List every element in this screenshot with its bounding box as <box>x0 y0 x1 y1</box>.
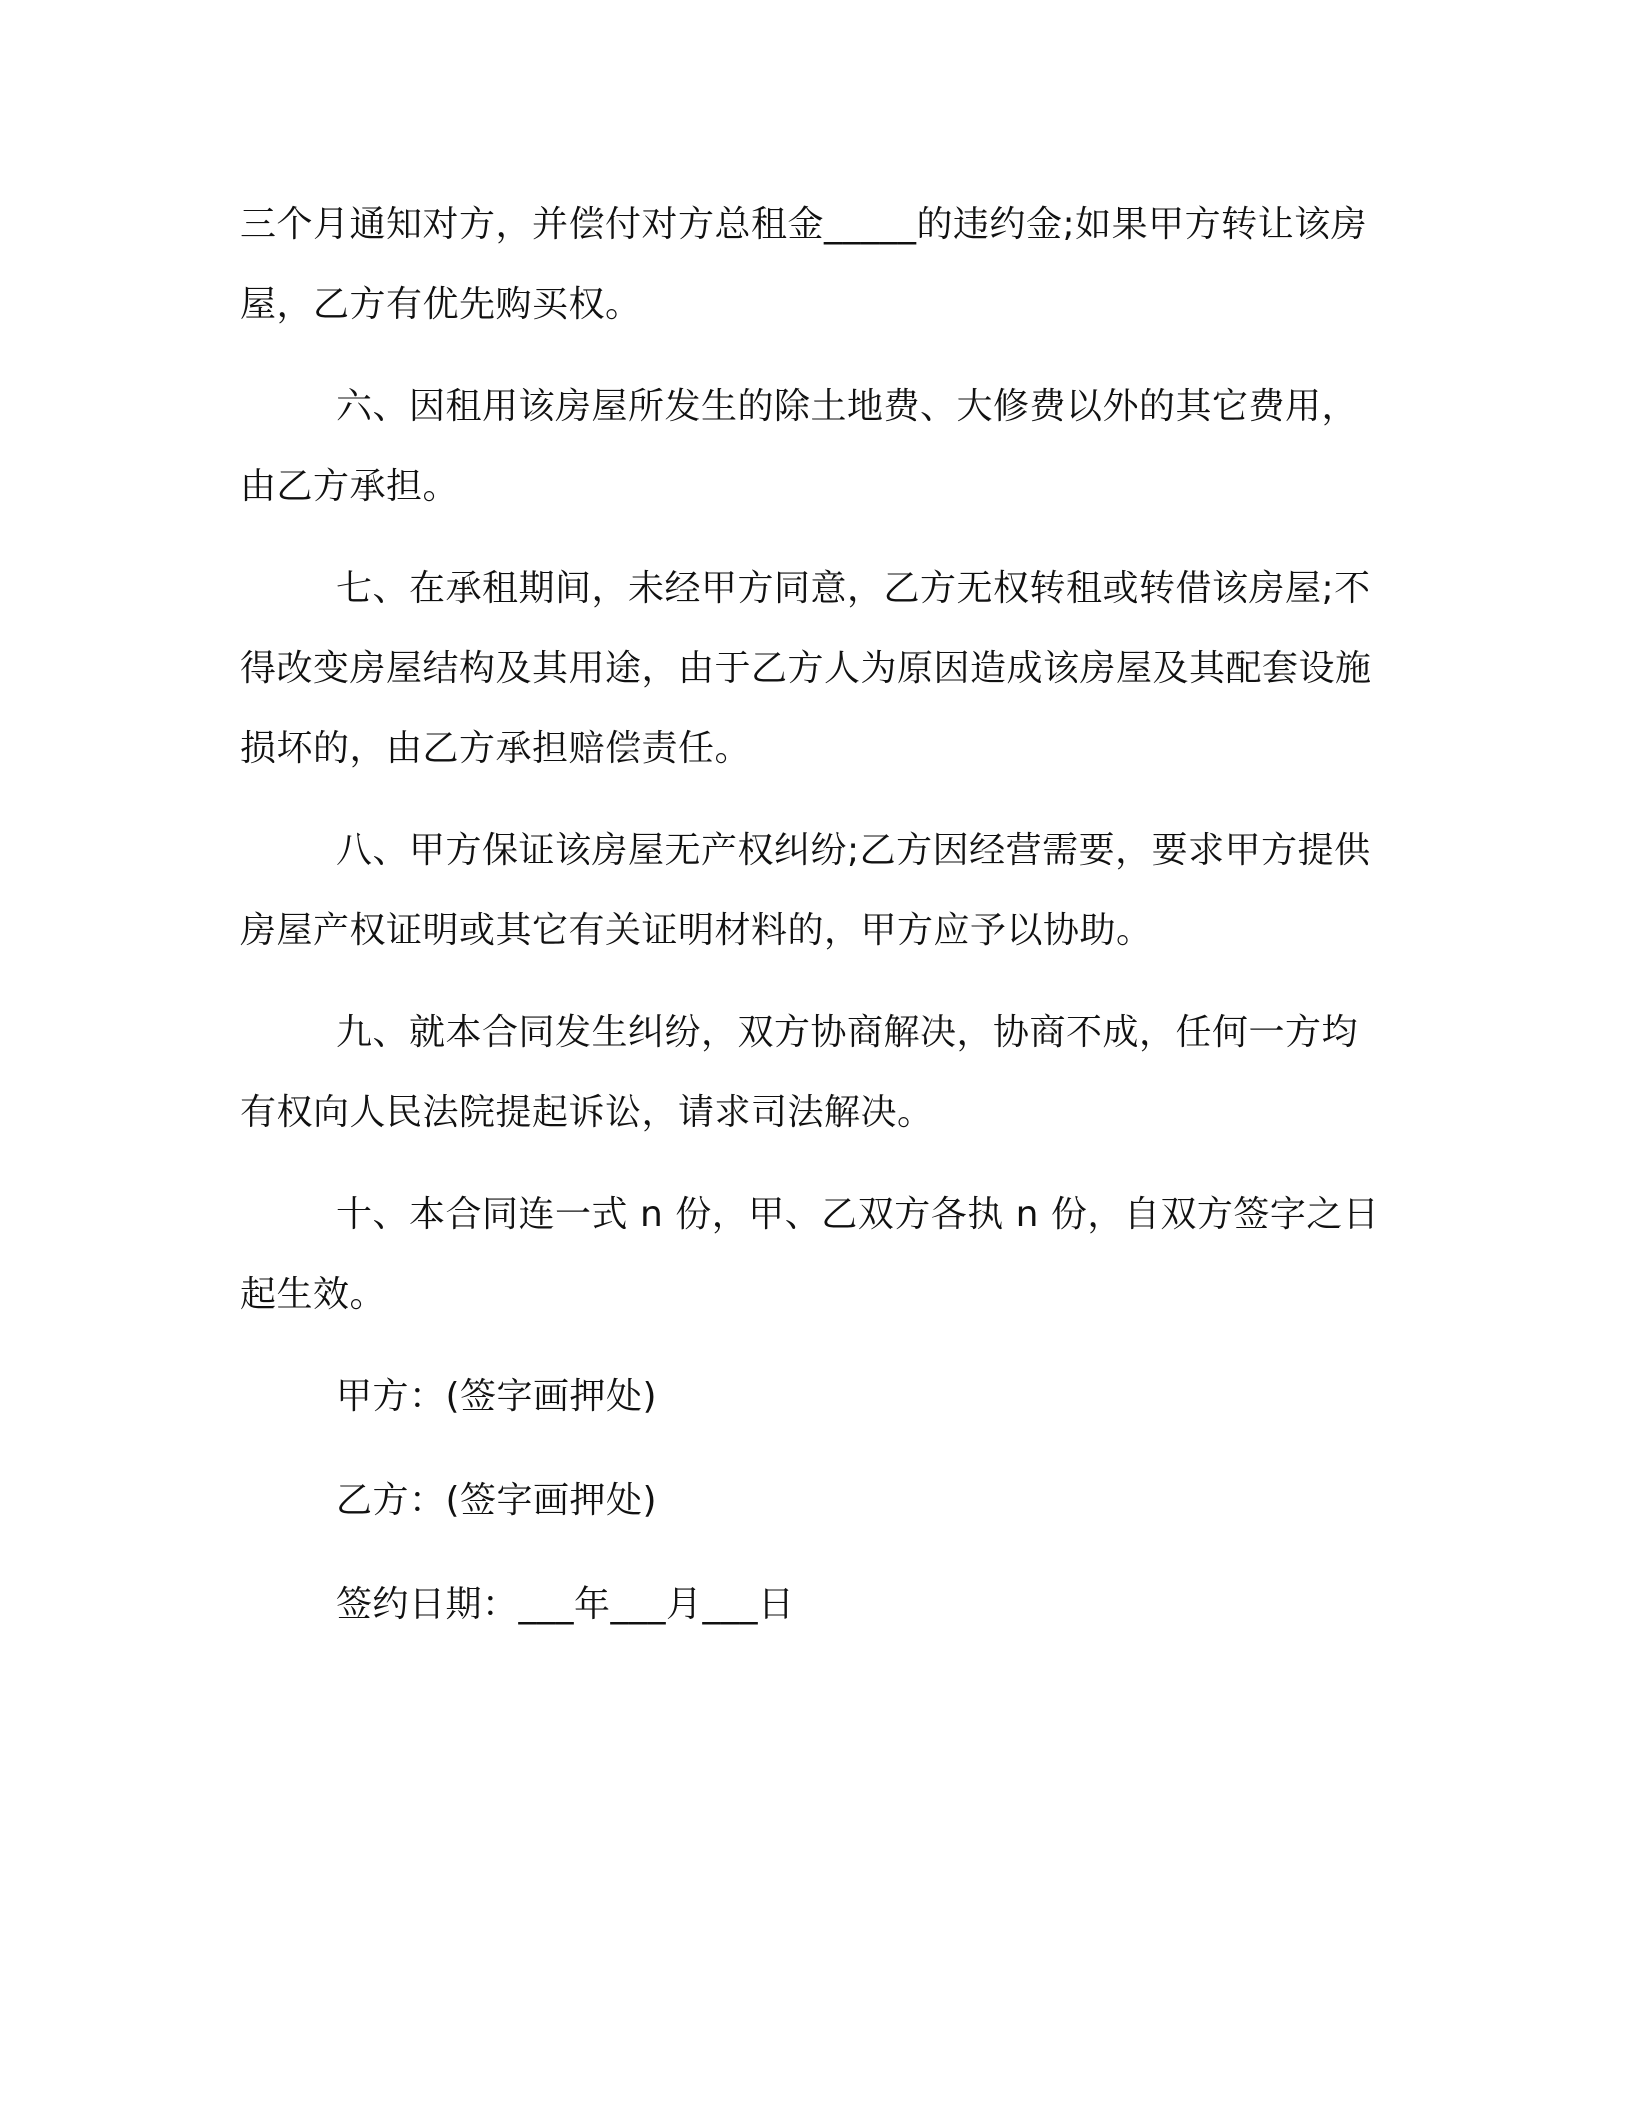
paragraph-clause-8: 八、甲方保证该房屋无产权纠纷;乙方因经营需要，要求甲方提供房屋产权证明或其它有关证明材料的，甲方应予以协助。 <box>240 830 1371 951</box>
party-b-signature-line: 乙方：(签字画押处) <box>336 1480 658 1521</box>
contract-body <box>240 185 1390 1645</box>
paragraph-clause-9: 九、就本合同发生纠纷，双方协商解决，协商不成，任何一方均有权向人民法院提起诉讼，请求司法解决。 <box>240 1012 1359 1133</box>
signing-date-line: 签约日期：___年___月___日 <box>336 1584 795 1625</box>
signature-block <box>240 1357 1390 1645</box>
paragraph-clause-7: 七、在承租期间，未经甲方同意，乙方无权转租或转借该房屋;不得改变房屋结构及其用途，由于乙方人为原因造成该房屋及其配套设施损坏的，由乙方承担赔偿责任。 <box>240 568 1372 769</box>
party-a-signature-line: 甲方：(签字画押处) <box>336 1376 658 1417</box>
paragraph-continuation: 三个月通知对方，并偿付对方总租金_____的违约金;如果甲方转让该房屋，乙方有优先购买权。 <box>240 204 1368 325</box>
paragraph-clause-6: 六、因租用该房屋所发生的除土地费、大修费以外的其它费用，由乙方承担。 <box>240 386 1359 507</box>
paragraph-clause-10: 十、本合同连一式 n 份，甲、乙双方各执 n 份，自双方签字之日起生效。 <box>240 1194 1380 1315</box>
